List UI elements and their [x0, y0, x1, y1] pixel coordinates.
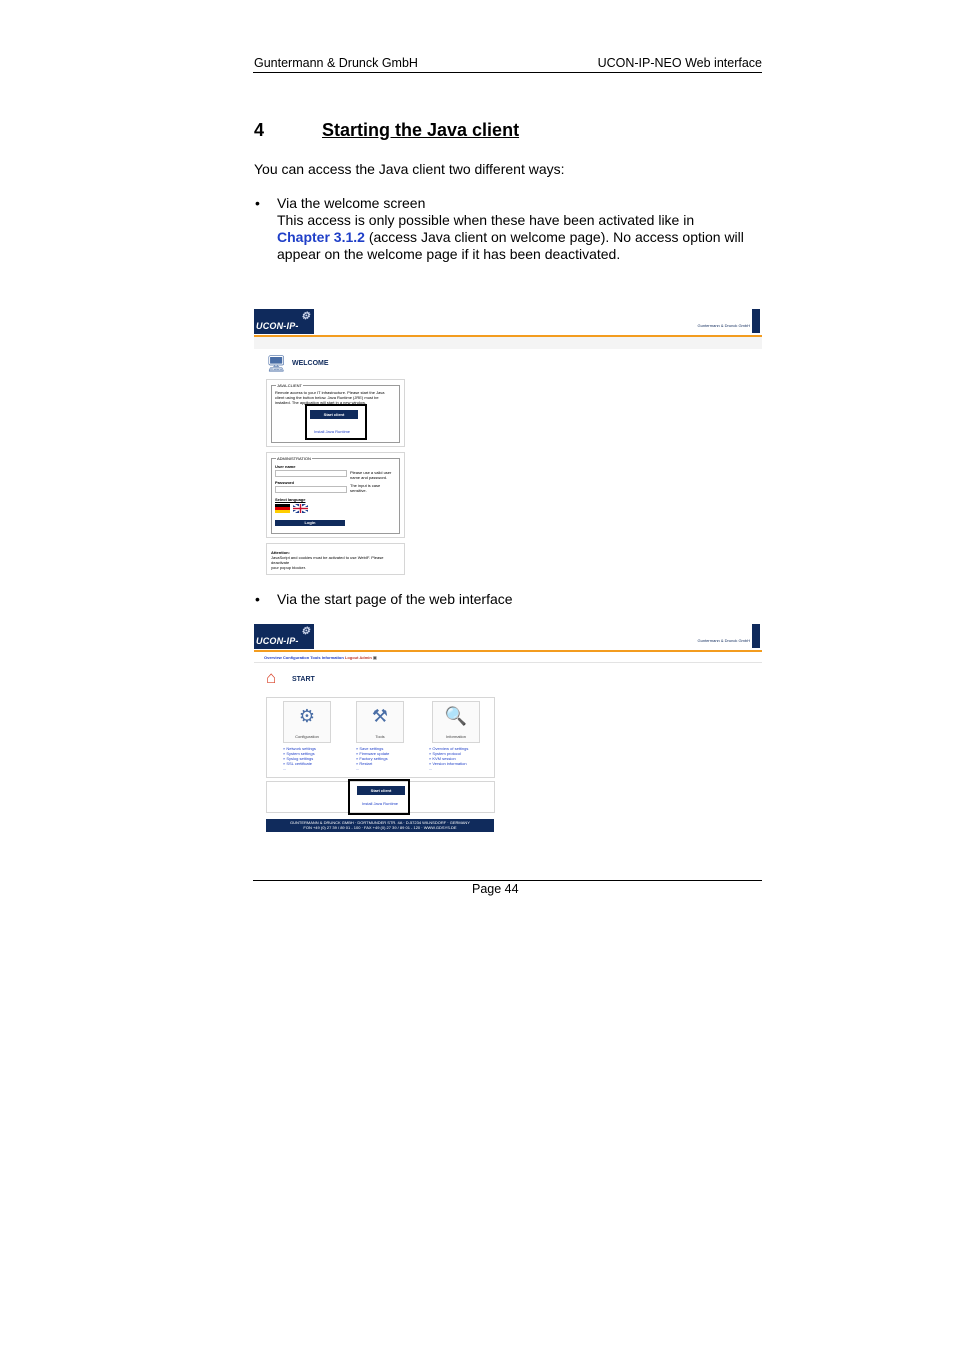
main-nav	[264, 655, 377, 660]
nav-information[interactable]: Information	[321, 655, 344, 660]
bullet-welcome-title: Via the welcome screen	[277, 195, 426, 211]
nav-tools[interactable]: Tools	[310, 655, 321, 660]
password-label: Password	[275, 480, 294, 485]
chapter-link[interactable]: Chapter 3.1.2	[277, 229, 365, 245]
gear-icon: ⚙	[298, 706, 316, 726]
install-java-link[interactable]: Install Java Runtime	[314, 429, 351, 434]
german-flag-icon[interactable]	[275, 504, 290, 513]
bullet-marker: •	[255, 195, 260, 211]
header-product: UCON-IP-NEO Web interface	[597, 56, 762, 70]
start-client-button[interactable]: Start client	[357, 786, 405, 795]
welcome-topbar	[254, 309, 762, 335]
company-footer: GUNTERMANN & DRUNCK GMBH · DORTMUNDER STR. 4A · D-57234 WILNSDORF · GERMANY FON +49 (0) 27 39 / 89 01 - 100 · FAX +49 (0) 27 39 / 89 01 - 120 · WWW.GDSYS.DE	[266, 819, 494, 832]
notice-title: Attention:	[271, 550, 290, 555]
bullet-startpage: Via the start page of the web interface	[277, 591, 513, 607]
logout-icon[interactable]: ▣	[372, 655, 377, 660]
brand-logo: Guntermann & Drunck GmbH	[714, 309, 760, 333]
password-input[interactable]	[275, 486, 347, 493]
brand-logo: Guntermann & Drunck GmbH	[714, 624, 760, 648]
tile-information[interactable]: 🔍 Information	[432, 701, 480, 743]
highlight-box	[305, 404, 367, 440]
chapter-number: 4	[254, 120, 265, 140]
login-hint: Please use a valid user name and password. The input is case sensitive.	[350, 470, 392, 493]
page-number: Page 44	[472, 882, 519, 896]
header-rule	[253, 72, 762, 73]
uk-flag-icon[interactable]	[293, 504, 308, 513]
start-title: START	[292, 676, 315, 683]
bullet-welcome-line3: appear on the welcome page if it has been deactivated.	[277, 246, 621, 262]
administration-panel	[266, 452, 405, 538]
logo: ⚙ UCON-IP-	[254, 309, 314, 334]
chapter-title: Starting the Java client	[322, 120, 520, 140]
admin-legend: ADMINISTRATION	[277, 456, 311, 461]
nav-overview[interactable]: Overview	[264, 655, 282, 660]
bullet-welcome-line2: Chapter 3.1.2 (access Java client on welcome page). No access option will	[277, 229, 744, 245]
header-company: Guntermann & Drunck GmbH	[254, 56, 418, 70]
username-input[interactable]	[275, 470, 347, 477]
info-list: » Overview of settings » System protocol » KVM session » Version information ...	[429, 746, 469, 771]
install-java-link[interactable]: Install Java Runtime	[362, 801, 399, 806]
nav-logout[interactable]: Logout Admin	[344, 655, 372, 660]
intro-text: You can access the Java client two different ways:	[254, 161, 565, 177]
java-client-panel: JAVA-CLIENT Remote access to your IT infrastructure. Please start the Java client using the button below. Java Runtime (JRE) must be installed. The application will start in a new window. Start client Install Java Runtime	[266, 379, 405, 447]
computer-icon: 🖥	[266, 356, 287, 373]
logo: ⚙ UCON-IP-	[254, 624, 314, 649]
highlight-box	[348, 779, 410, 815]
username-label: User name	[275, 464, 296, 469]
tools-list: » Save settings » Firmware update » Factory settings » Restart ...	[356, 746, 390, 771]
tile-configuration[interactable]: ⚙ Configuration	[283, 701, 331, 743]
welcome-title: WELCOME	[292, 360, 329, 367]
home-icon: ⌂	[266, 668, 277, 687]
login-button[interactable]: Login	[275, 520, 345, 526]
orange-divider	[254, 650, 762, 652]
start-client-button[interactable]: Start client	[310, 410, 358, 419]
tile-tools[interactable]: ⚒ Tools	[356, 701, 404, 743]
bullet-welcome	[277, 195, 767, 263]
footer-rule	[253, 880, 762, 881]
tiles-panel	[266, 697, 495, 778]
startpage-screenshot	[254, 624, 762, 834]
java-legend: JAVA-CLIENT	[277, 383, 302, 388]
welcome-screenshot	[254, 309, 762, 577]
tools-icon: ⚒	[371, 706, 389, 726]
gear-icon: ⚙	[301, 626, 310, 637]
language-label: Select language	[275, 497, 306, 502]
nav-configuration[interactable]: Configuration	[282, 655, 310, 660]
info-document-icon: 🔍	[444, 706, 468, 726]
start-topbar	[254, 624, 762, 650]
config-list: » Network settings » System settings » Syslog settings » SSL certificate ...	[283, 746, 316, 771]
bullet-marker: •	[255, 591, 260, 607]
notice-panel: Attention: JavaScript and cookies must be activated to use WebIF. Please deactivate your popup blocker.	[266, 543, 405, 575]
gear-icon: ⚙	[301, 311, 310, 322]
bullet-welcome-line1: This access is only possible when these have been activated like in	[277, 212, 695, 228]
